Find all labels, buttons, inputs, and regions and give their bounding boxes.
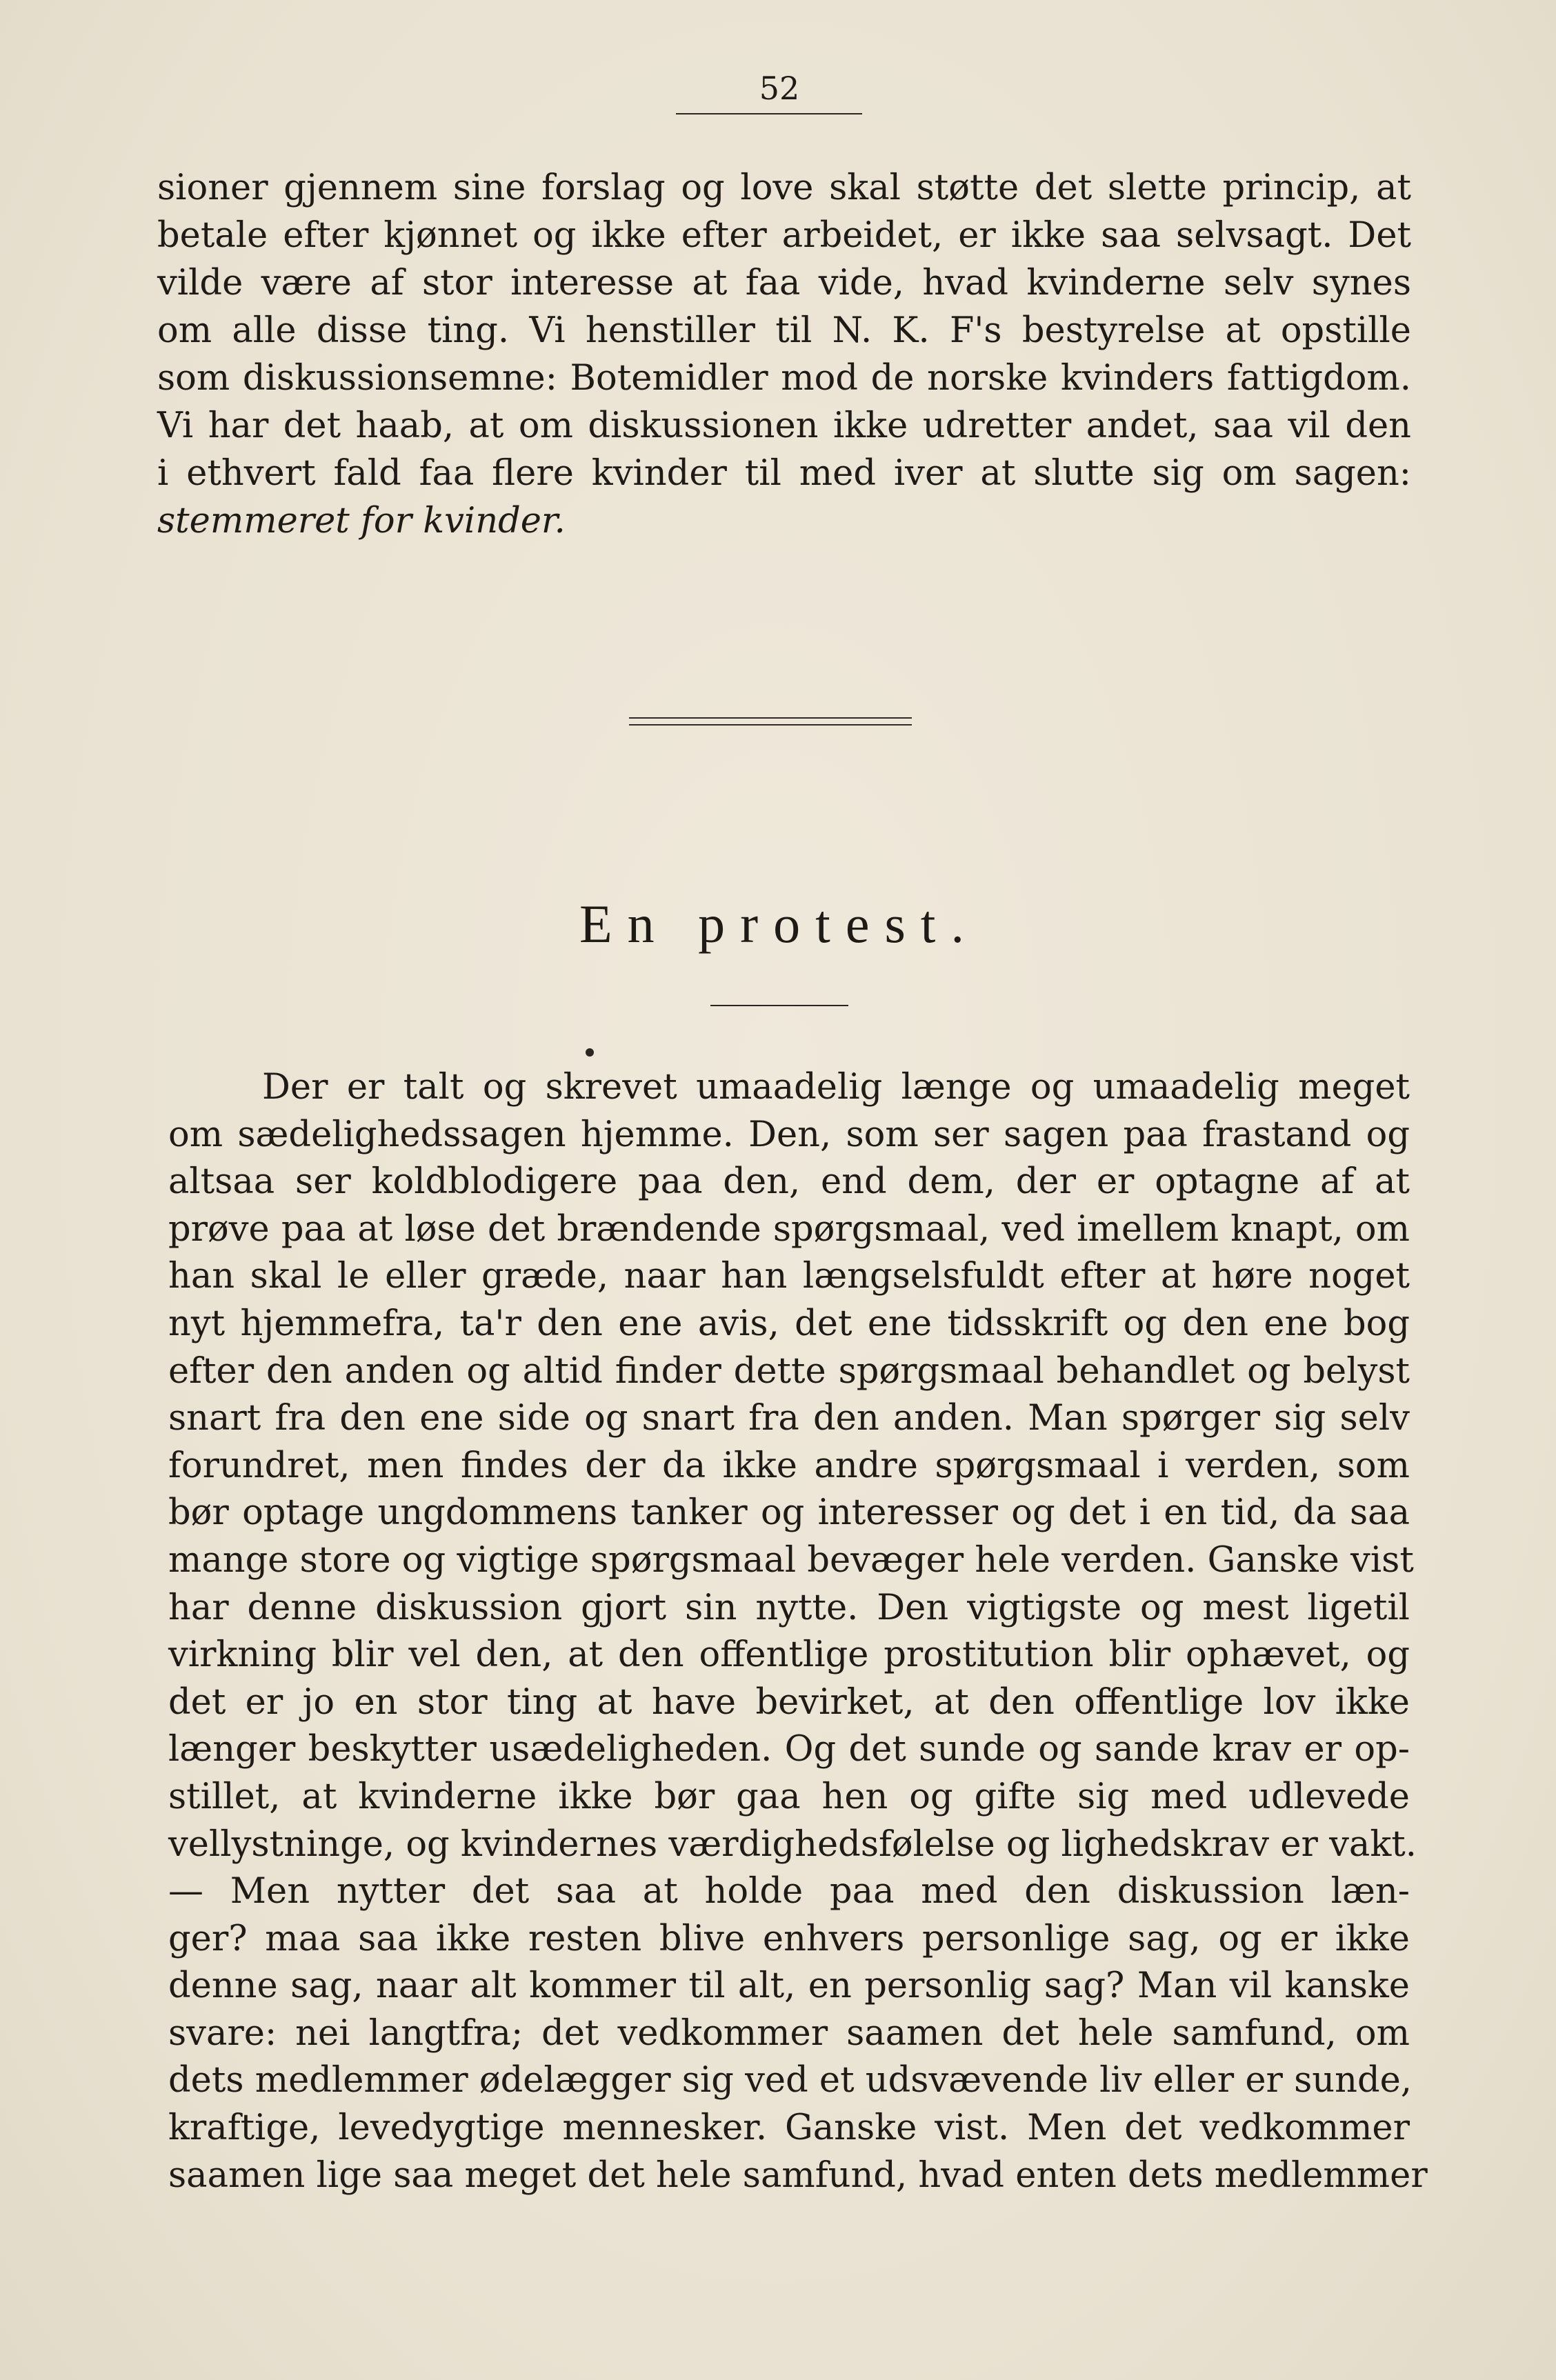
paragraph-protest <box>168 1064 1428 2199</box>
text-line: om alle disse ting. Vi henstiller til N. K. F's bestyrelse at opstille <box>157 310 1411 351</box>
article-title: En protest. <box>579 894 979 954</box>
text-line: om sædelighedssagen hjemme. Den, som ser sagen paa frastand og <box>168 1114 1410 1155</box>
title-rule <box>710 1005 848 1006</box>
text-line: mange store og vigtige spørgsmaal bevæger hele verden. Ganske vist <box>168 1539 1414 1581</box>
paragraph-intro <box>157 164 1411 545</box>
text-line: dets medlemmer ødelægger sig ved et udsvævende liv eller er sunde, <box>168 2060 1413 2101</box>
text-line: svare: nei langtfra; det vedkommer saamen det hele samfund, om <box>168 2012 1410 2054</box>
text-line: betale efter kjønnet og ikke efter arbeidet, er ikke saa selvsagt. Det <box>157 215 1411 256</box>
page-number: 52 <box>759 70 800 107</box>
text-line: i ethvert fald faa flere kvinder til med iver at slutte sig om sagen: <box>157 453 1411 494</box>
text-line: virkning blir vel den, at den offentlige prostitution blir ophævet, og <box>168 1634 1410 1676</box>
text-line: kraftige, levedygtige mennesker. Ganske vist. Men det vedkommer <box>168 2108 1410 2149</box>
text-line: ger? maa saa ikke resten blive enhvers personlige sag, og er ikke <box>168 1918 1410 1959</box>
text-line: denne sag, naar alt kommer til alt, en personlig sag? Man vil kanske <box>168 1966 1410 2007</box>
text-line: — Men nytter det saa at holde paa med den diskussion læn- <box>168 1871 1410 1912</box>
text-line: stillet, at kvinderne ikke bør gaa hen og gifte sig med udlevede <box>168 1776 1410 1817</box>
section-divider-bottom <box>629 724 912 726</box>
text-line: som diskussionsemne: Botemidler mod de norske kvinders fattigdom. <box>157 358 1411 399</box>
text-line: har denne diskussion gjort sin nytte. Den vigtigste og mest ligetil <box>168 1587 1410 1628</box>
text-line: han skal le eller græde, naar han længselsfuldt efter at høre noget <box>168 1256 1410 1297</box>
ink-dot <box>586 1048 594 1057</box>
text-line: sioner gjennem sine forslag og love skal støtte det slette princip, at <box>157 168 1411 208</box>
text-line: altsaa ser koldblodigere paa den, end dem, der er optagne af at <box>168 1161 1410 1203</box>
text-line: Der er talt og skrevet umaadelig længe og umaadelig meget <box>262 1067 1410 1108</box>
text-line: det er jo en stor ting at have bevirket, at den offentlige lov ikke <box>168 1681 1410 1723</box>
text-line: saamen lige saa meget det hele samfund, hvad enten dets medlemmer <box>168 2154 1428 2196</box>
text-line: Vi har det haab, at om diskussionen ikke udretter andet, saa vil den <box>157 406 1411 446</box>
section-divider-top <box>629 717 912 719</box>
text-line: nyt hjemmefra, ta'r den ene avis, det ene tidsskrift og den ene bog <box>168 1303 1410 1344</box>
text-line: vellystninge, og kvindernes værdighedsfølelse og lighedskrav er vakt. <box>168 1823 1417 1865</box>
text-line: snart fra den ene side og snart fra den anden. Man spørger sig selv <box>168 1398 1410 1439</box>
text-line: vilde være af stor interesse at faa vide, hvad kvinderne selv synes <box>157 263 1411 303</box>
closing-italic-line: stemmeret for kvinder. <box>157 501 566 541</box>
text-line: bør optage ungdommens tanker og interesser og det i en tid, da saa <box>168 1492 1410 1534</box>
text-line: efter den anden og altid finder dette spørgsmaal behandlet og belyst <box>168 1350 1410 1392</box>
text-line: prøve paa at løse det brændende spørgsmaal, ved imellem knapt, om <box>168 1208 1410 1250</box>
text-line: forundret, men findes der da ikke andre spørgsmaal i verden, som <box>168 1445 1410 1486</box>
header-rule <box>676 113 862 114</box>
text-line: længer beskytter usædeligheden. Og det sunde og sande krav er op- <box>168 1729 1410 1770</box>
